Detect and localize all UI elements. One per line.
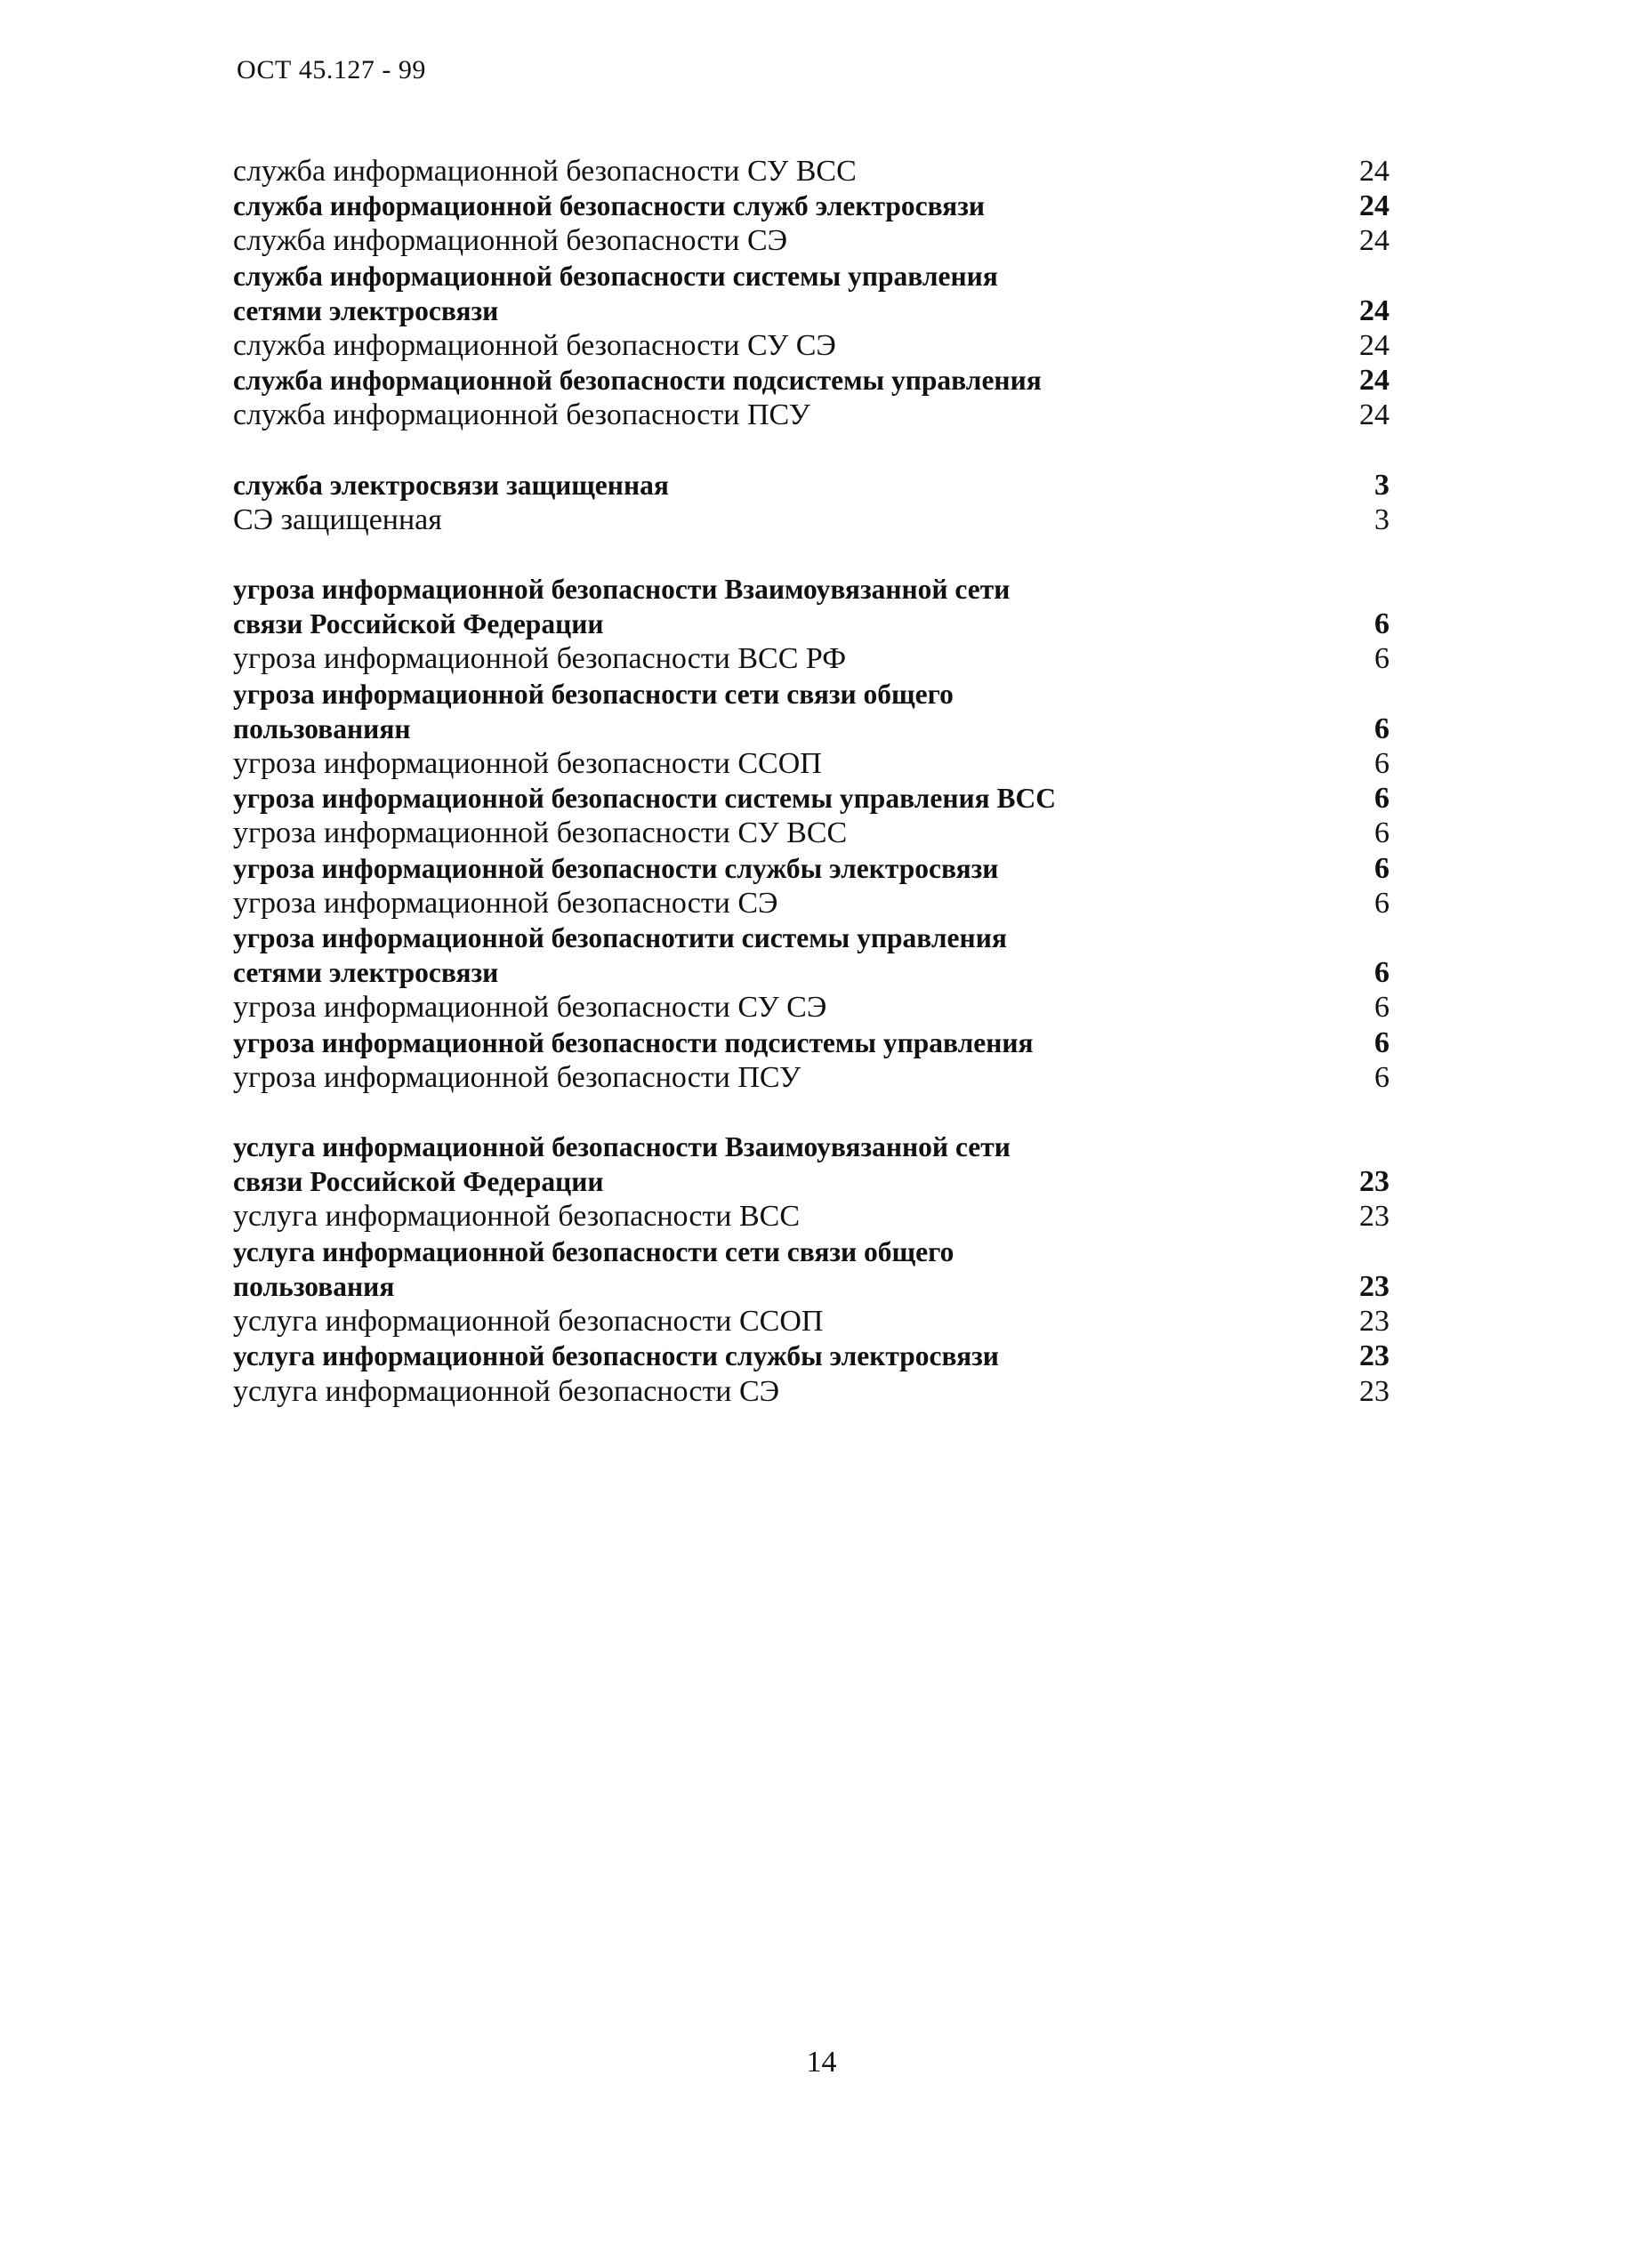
index-entry [233, 259, 1389, 328]
index-entry [233, 1374, 1389, 1409]
index-term-line: служба информационной безопасности ПСУ [233, 398, 810, 432]
document-code: ОСТ 45.127 - 99 [237, 55, 426, 84]
index-page-ref: 6 [1374, 782, 1389, 816]
index-term [233, 816, 847, 850]
index-term-line: угроза информационной безопасности сети связи общего [233, 678, 954, 710]
index-entry [233, 1304, 1389, 1339]
index-entry [233, 1199, 1389, 1234]
index-term [233, 746, 822, 781]
index-page-ref: 6 [1374, 991, 1389, 1025]
index-term [233, 641, 846, 676]
index-entry [233, 816, 1389, 850]
index-term-line: пользованиян [233, 712, 411, 744]
index-term [233, 398, 810, 432]
index-page-ref: 23 [1359, 1200, 1389, 1234]
index-term [233, 328, 836, 363]
index-term-line: угроза информационной безопасности СУ СЭ [233, 991, 827, 1025]
index-term [233, 154, 857, 189]
index-entry [233, 328, 1389, 363]
index-term-line: угроза информационной безопасности СЭ [233, 886, 778, 920]
index-entry [233, 677, 1389, 746]
index-term [233, 259, 998, 328]
index-term-line: связи Российской Федерации [233, 608, 604, 640]
index-term [233, 1304, 823, 1339]
index-term-line: угроза информационной безопаснотити системы управления [233, 922, 1007, 954]
index-term-line: служба информационной безопасности подсистемы управления [233, 365, 1042, 397]
index-term [233, 781, 1056, 816]
index-entry [233, 990, 1389, 1025]
index-term [233, 223, 787, 258]
index-entry [233, 223, 1389, 258]
index-term-line: угроза информационной безопасности службы электросвязи [233, 852, 999, 884]
index-page-ref: 23 [1359, 1374, 1389, 1408]
index-page-ref: 3 [1374, 468, 1389, 502]
index-term-line: служба электросвязи защищенная [233, 469, 669, 501]
index-entry [233, 1060, 1389, 1095]
index-entry [233, 572, 1389, 641]
index-term [233, 1060, 801, 1095]
index-entry [233, 921, 1389, 990]
index-entry [233, 1025, 1389, 1060]
index-entry [233, 189, 1389, 223]
index-page-ref: 23 [1359, 1305, 1389, 1339]
index-page-ref: 24 [1359, 189, 1389, 223]
index-term-line: услуга информационной безопасности Взаимоувязанной сети [233, 1131, 1011, 1163]
index-term [233, 1199, 800, 1234]
index-term-line: угроза информационной безопасности подсистемы управления [233, 1026, 1034, 1058]
index-page-ref: 6 [1374, 1025, 1389, 1059]
index-term [233, 990, 826, 1025]
index-term-line: услуга информационной безопасности СЭ [233, 1374, 780, 1408]
index-entry [233, 851, 1389, 886]
index-term [233, 468, 669, 503]
index-term [233, 363, 1042, 398]
index-term-line: угроза информационной безопасности ВСС РФ [233, 642, 847, 676]
index-entry [233, 363, 1389, 398]
index-term-line: служба информационной безопасности СЭ [233, 224, 788, 258]
index-page-ref: 6 [1374, 607, 1389, 641]
index-entry [233, 641, 1389, 676]
index-page-ref: 6 [1374, 642, 1389, 676]
index-entry [233, 1235, 1389, 1304]
index-term-line: угроза информационной безопасности системы управления ВСС [233, 783, 1057, 815]
index-term [233, 1374, 779, 1409]
index-entry [233, 398, 1389, 432]
index-page-ref: 6 [1374, 816, 1389, 850]
index-term-line: СЭ защищенная [233, 503, 442, 536]
index-term-line: угроза информационной безопасности СУ ВСС [233, 816, 848, 850]
group-spacer [233, 1095, 1389, 1130]
index-page-ref: 6 [1374, 712, 1389, 745]
index-entry [233, 781, 1389, 816]
index-term-line: услуга информационной безопасности службы электросвязи [233, 1340, 999, 1372]
index-page-ref: 23 [1359, 1269, 1389, 1303]
index-term-line: служба информационной безопасности СУ СЭ [233, 329, 836, 363]
index-page-ref: 24 [1359, 155, 1389, 188]
index-term [233, 1025, 1034, 1060]
index-term-line: услуга информационной безопасности ССОП [233, 1305, 824, 1339]
index-entry [233, 1339, 1389, 1373]
index-page-ref: 23 [1359, 1165, 1389, 1199]
index-entry [233, 468, 1389, 503]
index-term [233, 1339, 999, 1373]
index-page-ref: 6 [1374, 886, 1389, 920]
index-page-ref: 24 [1359, 364, 1389, 398]
index-term-line: служба информационной безопасности служб электросвязи [233, 190, 986, 222]
index-term [233, 677, 954, 746]
index-page-ref: 6 [1374, 1060, 1389, 1094]
index-term-line: служба информационной безопасности СУ ВСС [233, 155, 857, 188]
index-entry [233, 746, 1389, 781]
index-term-line: угроза информационной безопасности ПСУ [233, 1060, 801, 1094]
index-entry [233, 503, 1389, 537]
index-page-ref: 6 [1374, 851, 1389, 885]
index-term-line: угроза информационной безопасности ССОП [233, 747, 822, 781]
group-spacer [233, 433, 1389, 468]
index-entry [233, 1130, 1389, 1199]
index-term [233, 1235, 954, 1304]
index-term [233, 851, 998, 886]
group-spacer [233, 537, 1389, 572]
index-term [233, 503, 442, 537]
index-term [233, 1130, 1011, 1199]
index-entry [233, 886, 1389, 921]
index-term-line: пользования [233, 1270, 395, 1302]
index-term-line: угроза информационной безопасности Взаимоувязанной сети [233, 574, 1011, 606]
index-term-line: сетями электросвязи [233, 957, 499, 989]
index-page-ref: 6 [1374, 747, 1389, 781]
page-number: 14 [806, 2046, 837, 2079]
index-term-line: сетями электросвязи [233, 294, 499, 326]
index-list [233, 154, 1389, 1409]
index-page-ref: 24 [1359, 398, 1389, 432]
index-term [233, 886, 778, 921]
index-term-line: связи Российской Федерации [233, 1166, 604, 1198]
index-term-line: служба информационной безопасности системы управления [233, 260, 998, 292]
index-page-ref: 6 [1374, 956, 1389, 990]
index-page-ref: 23 [1359, 1339, 1389, 1373]
index-term-line: услуга информационной безопасности ВСС [233, 1200, 801, 1234]
index-page-ref: 24 [1359, 224, 1389, 258]
index-page-ref: 3 [1374, 503, 1389, 536]
index-term-line: услуга информационной безопасности сети связи общего [233, 1235, 954, 1267]
index-page-ref: 24 [1359, 329, 1389, 363]
index-entry [233, 154, 1389, 189]
index-term [233, 921, 1007, 990]
index-term [233, 572, 1010, 641]
index-page-ref: 24 [1359, 294, 1389, 327]
index-term [233, 189, 985, 223]
